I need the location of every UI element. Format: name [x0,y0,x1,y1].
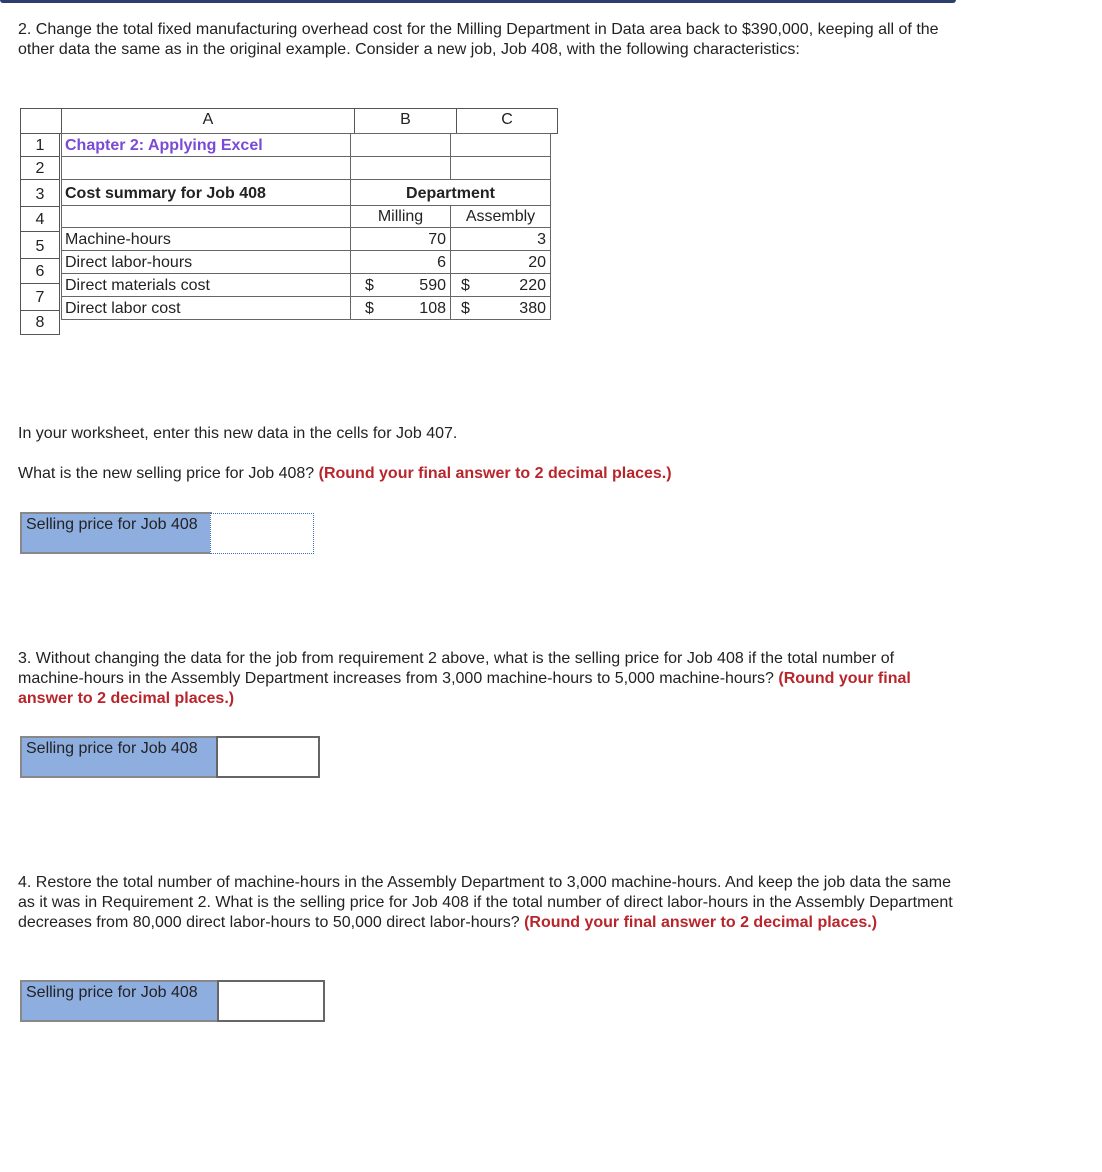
round-note: (Round your final answer to 2 decimal places.) [18,670,911,707]
answer-1-input[interactable] [210,513,314,554]
assembly-value: 380 [519,300,546,317]
question-2-question: What is the new selling price for Job 408? [18,465,315,482]
currency-symbol: $ [461,277,470,294]
milling-value: 70 [350,227,451,251]
assembly-currency-cell [450,296,551,320]
milling-value: 6 [350,250,451,274]
corner-cell [20,108,62,134]
answer-2-input[interactable] [216,736,320,778]
instruction-enter-data: In your worksheet, enter this new data in the cells for Job 407. [18,425,458,442]
sheet-cell-c1 [450,133,551,157]
question-4-body: 4. Restore the total number of machine-hours in the Assembly Department to 3,000 machine-hours. And keep the job data the same as it was in Requirement 2. What is the selling price for Job 408 if the total number of direct labor-hours in the Assembly Department decreases from 80,000 direct labor-hours to 50,000 direct labor-hours? [18,874,953,931]
answer-3-input[interactable] [217,980,325,1022]
milling-value: 108 [419,300,446,317]
answer-1-label: Selling price for Job 408 [20,512,212,554]
question-3-body: 3. Without changing the data for the job from requirement 2 above, what is the selling price for Job 408 if the total number of machine-hours in the Assembly Department increases from 3,000 machine-hours to 5,000 machine-hours? [18,650,895,687]
row-number: 7 [20,283,60,311]
row-label-direct-labor-hours: Direct labor-hours [61,250,351,274]
row-number: 2 [20,156,60,180]
question-3-text [18,649,958,709]
answer-3-label: Selling price for Job 408 [20,980,220,1022]
question-2-prompt [18,464,958,484]
col-header-a: A [61,108,355,134]
milling-value: 590 [419,277,446,294]
assembly-value: 220 [519,277,546,294]
cost-summary-cell: Cost summary for Job 408 [61,179,351,206]
col-header-c: C [456,108,558,134]
row-number: 5 [20,231,60,259]
round-note: (Round your final answer to 2 decimal places.) [524,914,878,931]
col-header-b: B [354,108,457,134]
row-label-direct-materials-cost: Direct materials cost [61,273,351,297]
assembly-value: 3 [450,227,551,251]
milling-currency-cell [350,296,451,320]
currency-symbol: $ [365,300,374,317]
row-number: 4 [20,206,60,232]
question-2-text: 2. Change the total fixed manufacturing overhead cost for the Milling Department in Data area back to $390,000, keeping all of the other data the same as in the original example. Consider a new job, Job 408, with the following characteristics: [18,21,939,58]
department-header-cell: Department [350,179,551,206]
row-number: 8 [20,310,60,335]
sheet-cell-b2 [350,156,451,180]
row-label-direct-labor-cost: Direct labor cost [61,296,351,320]
sheet-cell-a4 [61,205,351,228]
sheet-cell-c2 [450,156,551,180]
milling-header-cell: Milling [350,205,451,228]
row-label-machine-hours: Machine-hours [61,227,351,251]
row-number: 6 [20,258,60,284]
currency-symbol: $ [365,277,374,294]
sheet-title-cell: Chapter 2: Applying Excel [61,133,351,157]
sheet-cell-b1 [350,133,451,157]
question-4-text [18,873,958,933]
row-number: 3 [20,179,60,207]
assembly-header-cell: Assembly [450,205,551,228]
row-number: 1 [20,133,60,157]
top-divider [0,0,956,3]
answer-2-label: Selling price for Job 408 [20,736,218,778]
assembly-currency-cell [450,273,551,297]
round-note: (Round your final answer to 2 decimal places.) [318,465,672,482]
milling-currency-cell [350,273,451,297]
currency-symbol: $ [461,300,470,317]
sheet-cell-a2 [61,156,351,180]
assembly-value: 20 [450,250,551,274]
